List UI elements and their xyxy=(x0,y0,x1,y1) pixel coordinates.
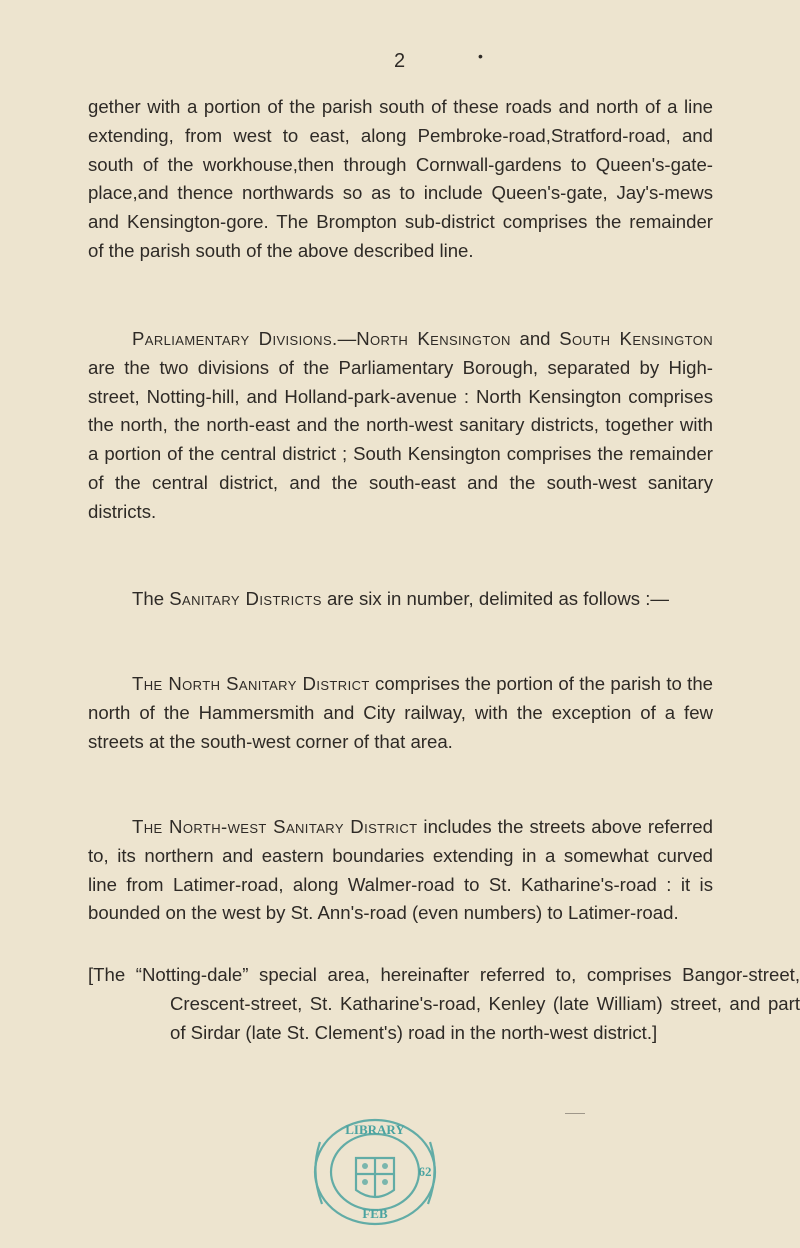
stamp-top-text: LIBRARY xyxy=(345,1122,405,1137)
paragraph-north-sanitary-district xyxy=(88,670,713,756)
page-mark: • xyxy=(478,48,484,64)
text-fragment: and xyxy=(510,328,560,349)
text-fragment: are six in number, delimited as follows :— xyxy=(321,588,670,609)
library-stamp xyxy=(290,1112,460,1230)
text-fragment: The xyxy=(132,588,170,609)
heading-north-sanitary-district: The North Sanitary District xyxy=(132,673,370,694)
stamp-icon xyxy=(290,1112,460,1230)
paragraph-north-west-sanitary-district xyxy=(88,813,713,928)
paragraph-notting-dale-note: [The “Notting-dale” special area, hereinafter referred to, comprises Bangor-street, Crescent-street, St. Katharine's-road, Kenley (late William) street, and part of Sirdar (late St. Clement's) road in the north-west district.] xyxy=(88,964,800,1043)
heading-parliamentary-divisions: Parliamentary Divisions. xyxy=(132,328,338,349)
stamp-side-text: 62 xyxy=(418,1164,432,1179)
heading-sanitary-districts: Sanitary Districts xyxy=(169,588,322,609)
paragraph-brompton-boundary: gether with a portion of the parish south of these roads and north of a line extending, from west to east, along Pembroke-road,Stratford-road, and south of the workhouse,then through Cornwall-gardens to Queen's-gate-place,and thence northwards so as to include Queen's-gate, Jay's-mews and Kensington-gore. The Brompton sub-district comprises the remainder of the parish south of the above described line. xyxy=(88,96,713,261)
paragraph-parliamentary-divisions: Parliamentary Divisions.—North Kensington and South Kensington are the two divisions of the Parliamentary Borough, separated by High-street, Notting-hill, and Holland-park-avenue : North Kensington comprises the north, the north-east and the north-west sanitary districts, together with a portion of the central district ; South Kensington comprises the remainder of the central district, and the south-east and the south-west sanitary districts. xyxy=(88,328,714,522)
heading-north-west-sanitary-district: The North-west Sanitary District xyxy=(132,816,418,837)
page-number xyxy=(0,50,800,73)
paragraph-sanitary-districts xyxy=(88,585,713,614)
text-fragment: are the two divisions of the Parliamentary Borough, separated by High-street, Notting-hill, and Holland-park-avenue : North Kensington comprises the north, the north-east and the north-west sanitary districts, together with a portion of the central district ; South Kensington comprises the remainder of the central district, and the south-east and the south-west sanitary districts. xyxy=(88,356,713,522)
stamp-bottom-text: FEB xyxy=(362,1206,388,1221)
page-number-value: 2 xyxy=(393,50,407,72)
text-fragment: comprises the portion of the parish to the north of the Hammersmith and City railway, with the exception of a few streets at the south-west corner of that area. xyxy=(88,673,714,752)
term-north-kensington: North Kensington xyxy=(356,328,511,349)
term-south-kensington: South Kensington xyxy=(559,328,714,349)
margin-mark xyxy=(565,1113,585,1114)
text-fragment: includes the streets above referred to, its northern and eastern boundaries extending in a somewhat curved line from Latimer-road, along Walmer-road to St. Katharine's-road : it is bounded on the west by St. Ann's-road (even numbers) to Latimer-road. xyxy=(88,816,713,924)
